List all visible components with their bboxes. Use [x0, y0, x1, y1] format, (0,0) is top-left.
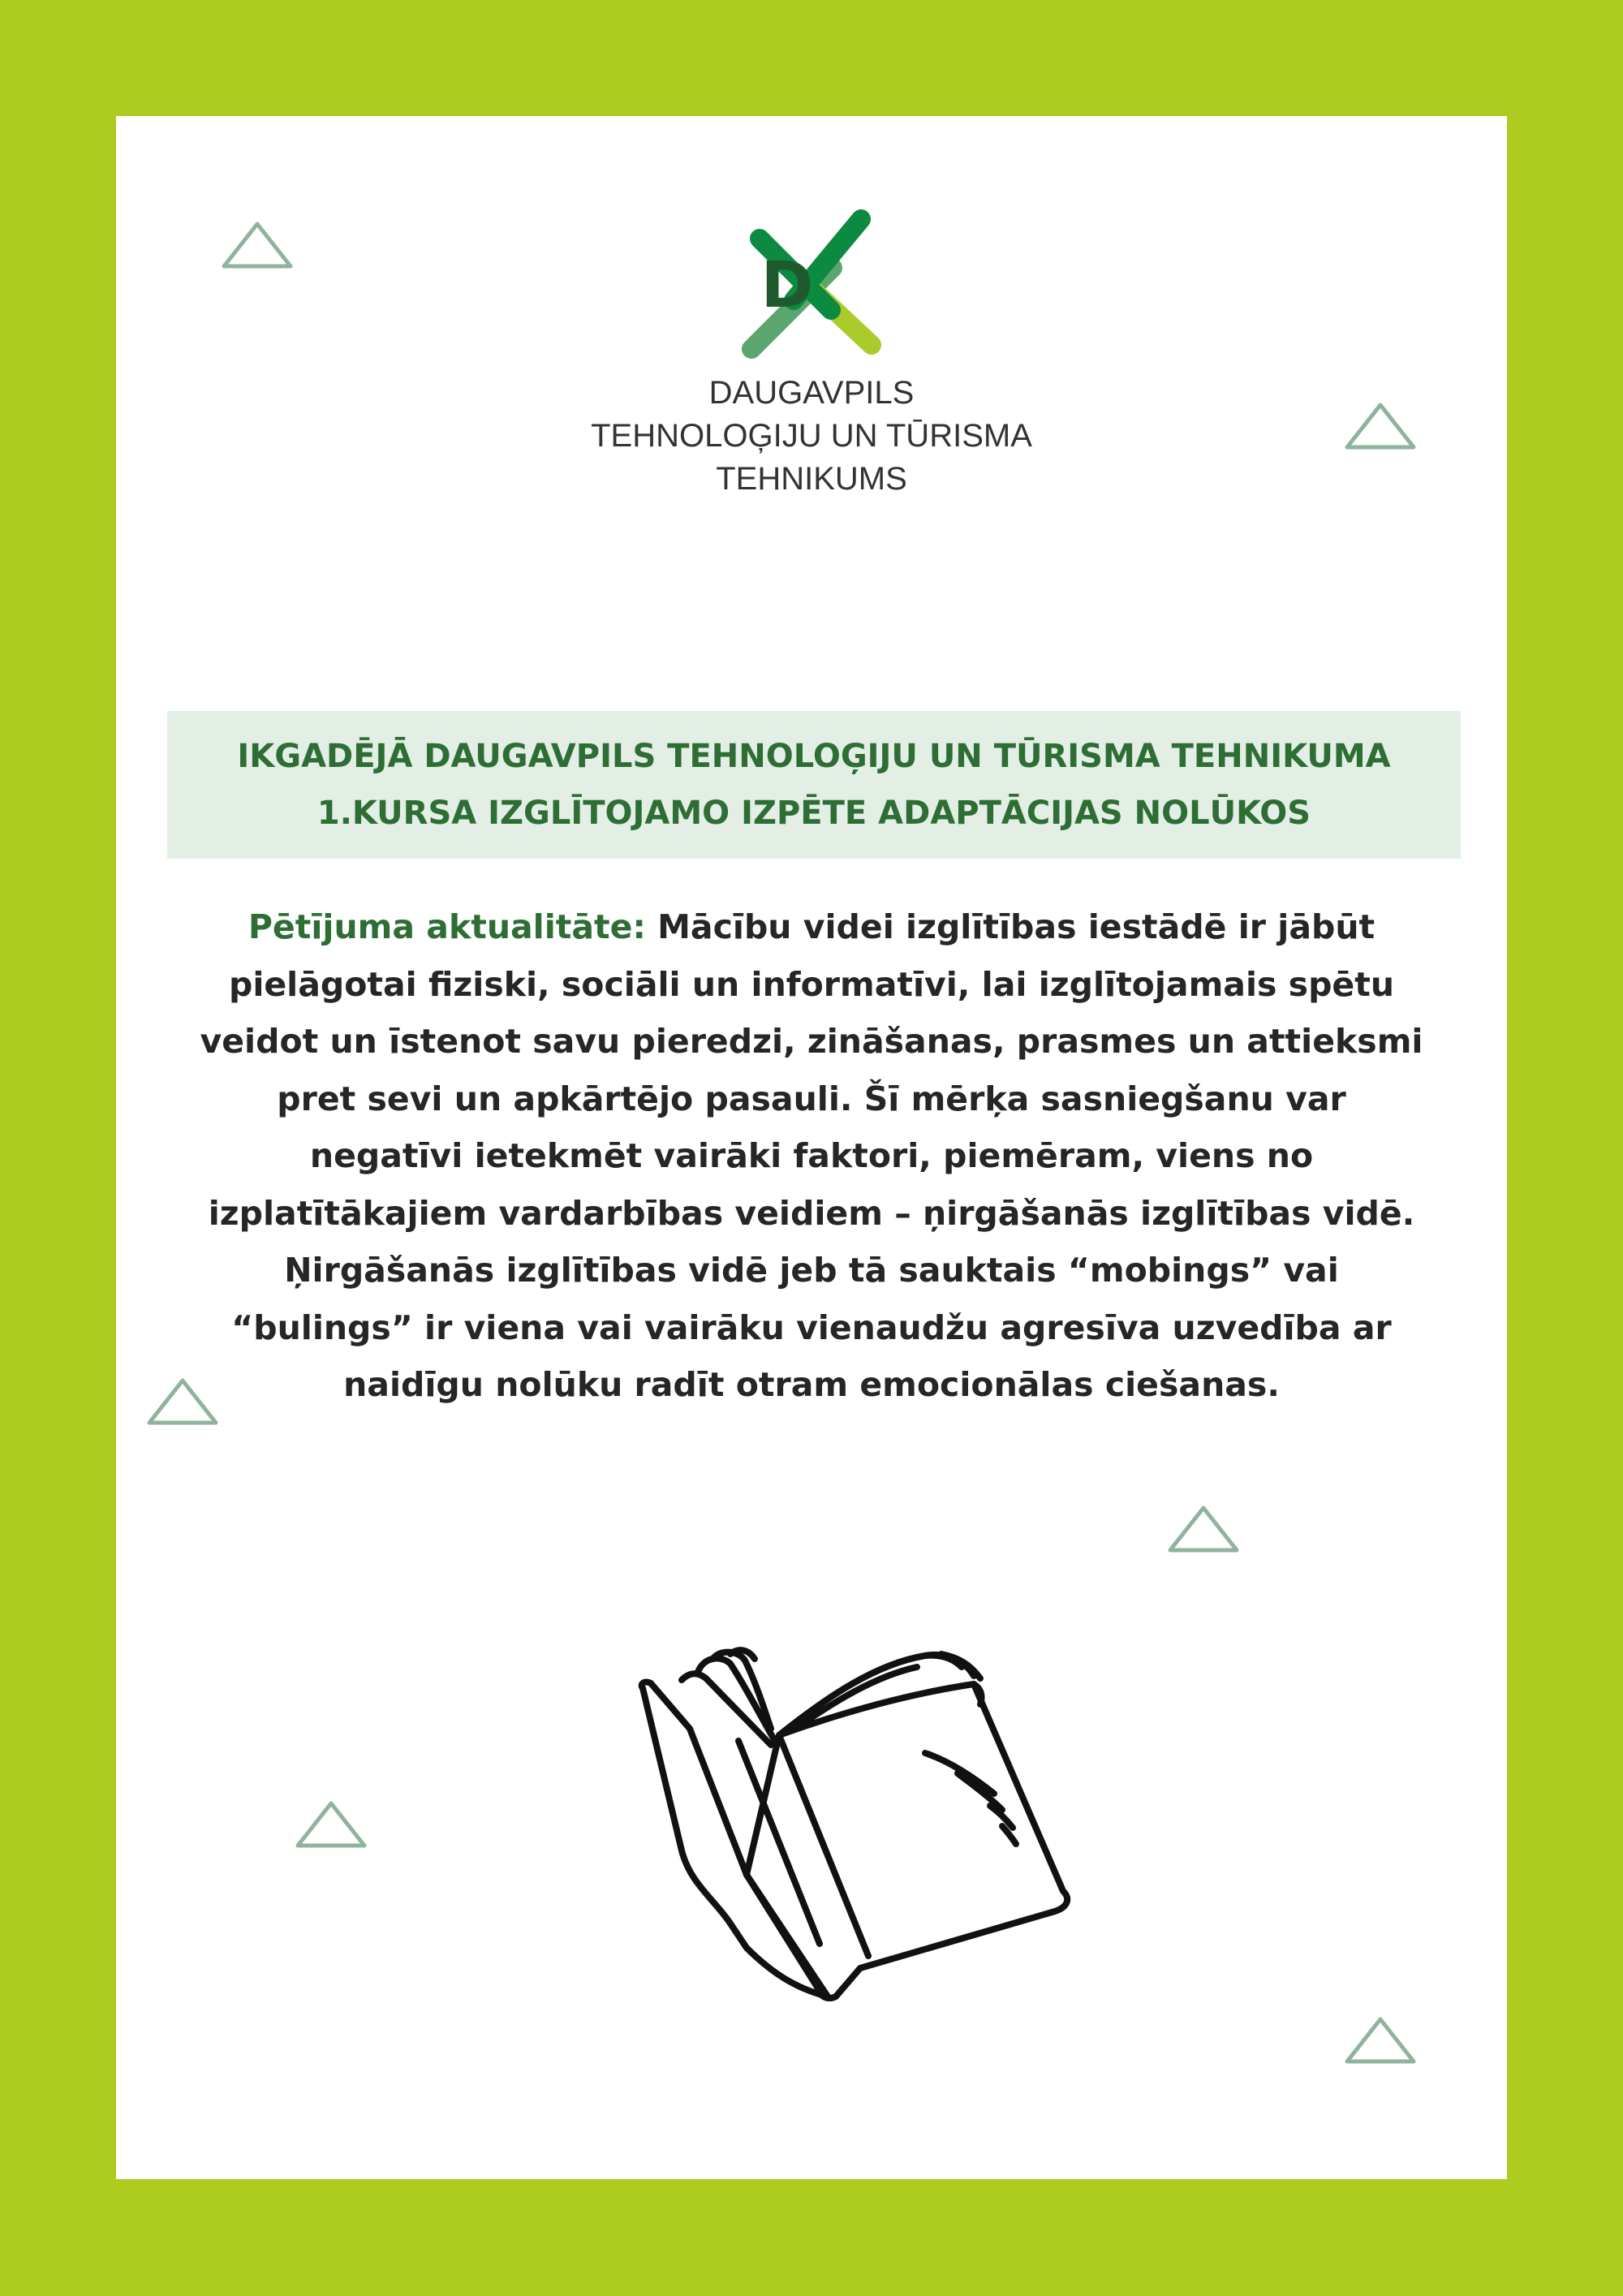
title-line-1: IKGADĒJĀ DAUGAVPILS TEHNOLOĢIJU UN TŪRISMA TEHNIKUMA	[237, 738, 1391, 775]
school-logo-icon	[735, 203, 889, 365]
paragraph-lead: Pētījuma aktualitāte:	[248, 907, 646, 946]
triangle-icon	[1344, 402, 1417, 450]
school-name-line-2: TEHNOLOĢIJU UN TŪRISMA	[591, 418, 1032, 454]
triangle-icon	[1167, 1505, 1240, 1553]
school-name-line-1: DAUGAVPILS	[708, 375, 915, 411]
logo-mark-letter: D	[760, 249, 814, 322]
open-book-icon	[633, 1639, 1112, 2021]
triangle-icon	[295, 1800, 368, 1849]
school-name	[487, 372, 1136, 501]
research-relevance-paragraph	[195, 898, 1428, 1414]
title-line-2: 1.KURSA IZGLĪTOJAMO IZPĒTE ADAPTĀCIJAS NOLŪKOS	[316, 795, 1311, 832]
triangle-icon	[221, 221, 294, 269]
school-name-line-3: TEHNIKUMS	[716, 461, 907, 497]
triangle-icon	[1344, 2016, 1417, 2065]
title-band	[167, 711, 1461, 859]
paragraph-text: Mācību videi izglītības iestādē ir jābūt pielāgotai fiziski, sociāli un informatīvi, lai izglītojamais spētu veidot un īstenot savu pieredzi, zināšanas, prasmes un attieksmi pret sevi un apkārtējo pasauli. Šī mērķa sasniegšanu var negatīvi ietekmēt vairāki faktori, piemēram, viens no izplatītākajiem vardarbības veidiem – ņirgāšanās izglītības vidē. Ņirgāšanās izglītības vidē jeb tā sauktais “mobings” vai “bulings” ir viena vai vairāku vienaudžu agresīva uzvedība ar naidīgu nolūku radīt otram emocionālas ciešanas.	[200, 907, 1423, 1404]
